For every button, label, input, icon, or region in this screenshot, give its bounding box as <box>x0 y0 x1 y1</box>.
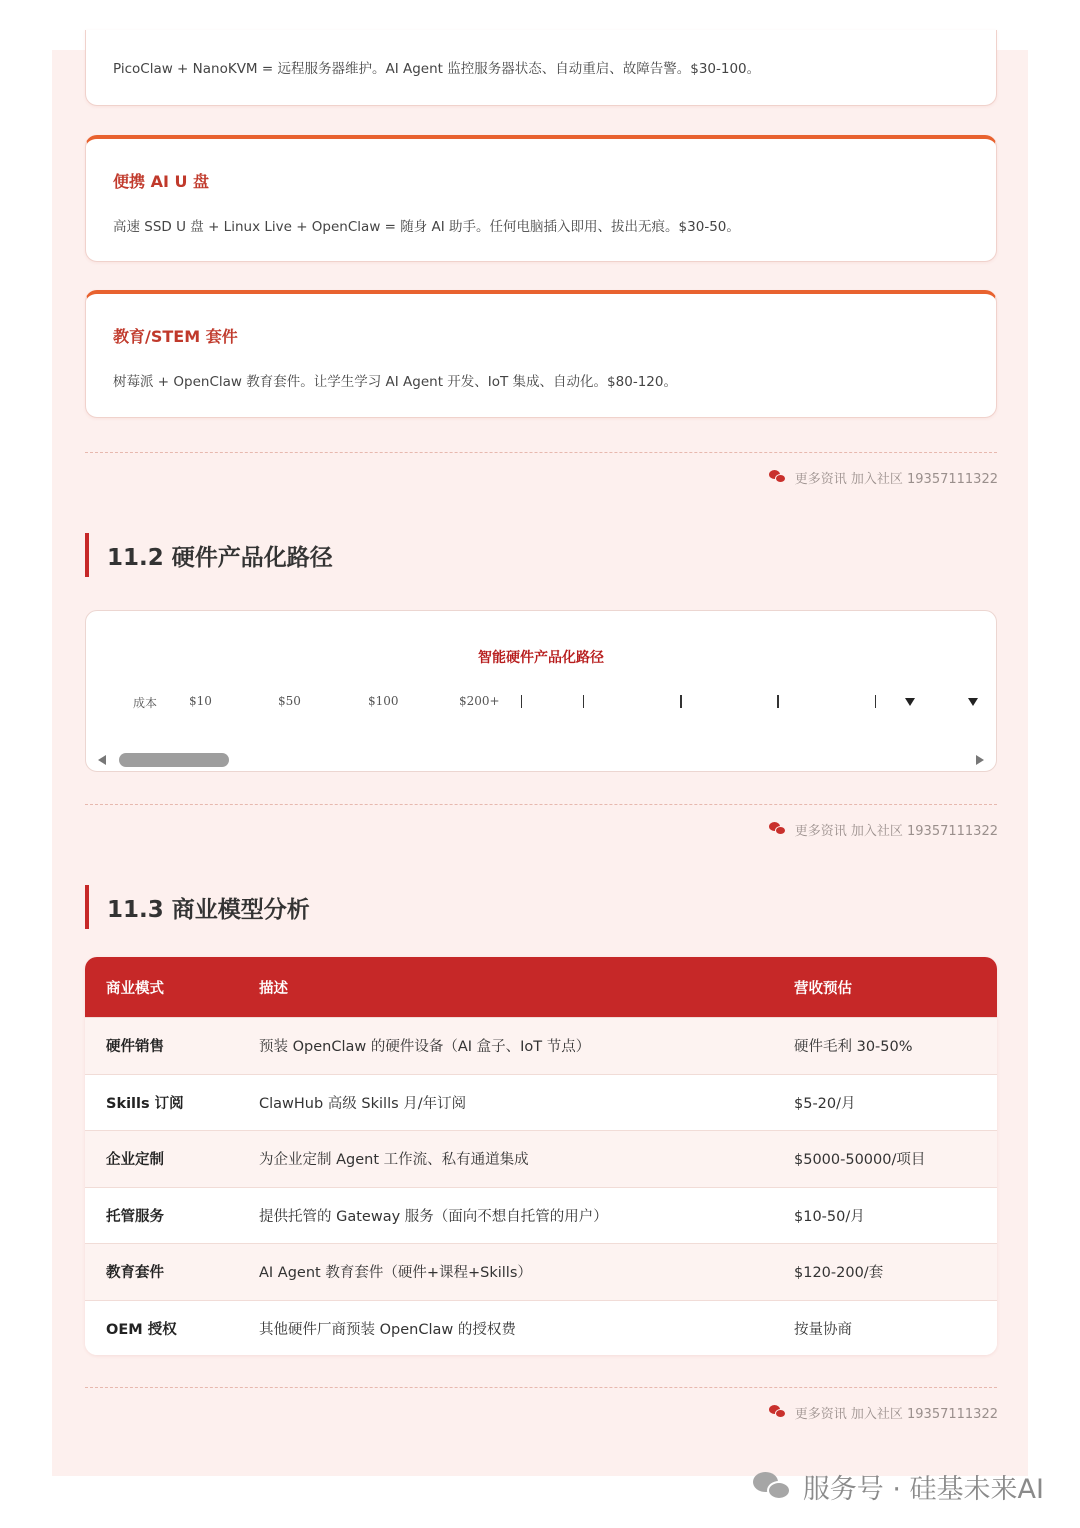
table-row <box>85 1300 997 1356</box>
scroll-left-arrow-icon[interactable] <box>98 755 106 765</box>
chart-tick <box>583 695 584 708</box>
card-text: 树莓派 + OpenClaw 教育套件。让学生学习 AI Agent 开发、IoT 集成、自动化。$80-120。 <box>113 374 677 390</box>
cell-description: 为企业定制 Agent 工作流、私有通道集成 <box>259 1152 529 1169</box>
cell-revenue: 硬件毛利 30-50% <box>794 1039 913 1056</box>
wechat-icon <box>769 822 787 836</box>
cell-description: ClawHub 高级 Skills 月/年订阅 <box>259 1095 467 1112</box>
scroll-right-arrow-icon[interactable] <box>976 755 984 765</box>
section-heading-hardware: 11.2 硬件产品化路径 <box>85 533 333 577</box>
wechat-icon <box>753 1470 793 1502</box>
cell-model: OEM 授权 <box>106 1321 177 1338</box>
cell-description: 预装 OpenClaw 的硬件设备（AI 盒子、IoT 节点） <box>259 1039 591 1056</box>
chart-price-label: $200+ <box>459 694 500 708</box>
cell-model: 企业定制 <box>106 1152 164 1169</box>
card-remote-maintenance <box>85 30 997 106</box>
table-row <box>85 1243 997 1300</box>
section-heading-business: 11.3 商业模型分析 <box>85 885 310 929</box>
card-title: 便携 AI U 盘 <box>113 172 210 191</box>
community-text: 更多资讯 加入社区 19357111322 <box>794 823 998 839</box>
chart-price-label: $50 <box>278 694 301 708</box>
chart-price-label: $100 <box>368 694 399 708</box>
community-link[interactable] <box>769 1403 998 1421</box>
table-row <box>85 1074 997 1131</box>
cell-revenue: $10-50/月 <box>794 1208 865 1225</box>
business-model-table <box>85 957 997 1355</box>
cell-description: 提供托管的 Gateway 服务（面向不想自托管的用户） <box>259 1208 608 1225</box>
chart-tick <box>777 695 779 708</box>
chart-card <box>85 610 997 772</box>
table-row <box>85 1187 997 1244</box>
cell-description: AI Agent 教育套件（硬件+课程+Skills） <box>259 1265 532 1282</box>
community-link[interactable] <box>769 820 998 838</box>
table-row <box>85 1017 997 1074</box>
watermark-text: 服务号 · 硅基未来AI <box>802 1473 1044 1505</box>
chart-tick <box>521 695 522 708</box>
community-link[interactable] <box>769 468 998 486</box>
header-revenue: 营收预估 <box>794 980 852 997</box>
chart-arrow-marker <box>968 698 978 706</box>
card-portable-ai-usb <box>85 135 997 262</box>
header-model: 商业模式 <box>106 980 164 997</box>
cell-model: 托管服务 <box>106 1208 164 1225</box>
chart-cost-label: 成本 <box>133 696 158 710</box>
community-text: 更多资讯 加入社区 19357111322 <box>794 1406 998 1422</box>
chart-tick <box>875 695 876 708</box>
community-text: 更多资讯 加入社区 19357111322 <box>794 471 998 487</box>
cell-revenue: $5000-50000/项目 <box>794 1152 926 1169</box>
scroll-thumb[interactable] <box>119 753 229 767</box>
divider <box>85 452 997 453</box>
cell-model: 硬件销售 <box>106 1039 164 1056</box>
chart-price-label: $10 <box>189 694 212 708</box>
cell-revenue: $5-20/月 <box>794 1095 856 1112</box>
header-description: 描述 <box>259 980 288 997</box>
chart-tick <box>680 695 682 708</box>
card-text: PicoClaw + NanoKVM = 远程服务器维护。AI Agent 监控服务器状态、自动重启、故障告警。$30-100。 <box>113 61 761 77</box>
table-row <box>85 1130 997 1187</box>
horizontal-scrollbar[interactable] <box>86 749 996 771</box>
cell-model: Skills 订阅 <box>106 1095 184 1112</box>
divider <box>85 1387 997 1388</box>
cell-revenue: $120-200/套 <box>794 1265 884 1282</box>
divider <box>85 804 997 805</box>
cell-description: 其他硬件厂商预装 OpenClaw 的授权费 <box>259 1321 516 1338</box>
wechat-icon <box>769 470 787 484</box>
chart-title: 智能硬件产品化路径 <box>478 650 604 666</box>
table-header <box>85 957 997 1017</box>
cell-model: 教育套件 <box>106 1265 164 1282</box>
cell-revenue: 按量协商 <box>794 1321 852 1338</box>
wechat-icon <box>769 1405 787 1419</box>
card-education-stem-kit <box>85 290 997 418</box>
account-watermark <box>753 1466 1044 1506</box>
card-text: 高速 SSD U 盘 + Linux Live + OpenClaw = 随身 AI 助手。任何电脑插入即用、拔出无痕。$30-50。 <box>113 219 740 235</box>
chart-arrow-marker <box>905 698 915 706</box>
card-title: 教育/STEM 套件 <box>113 327 238 346</box>
